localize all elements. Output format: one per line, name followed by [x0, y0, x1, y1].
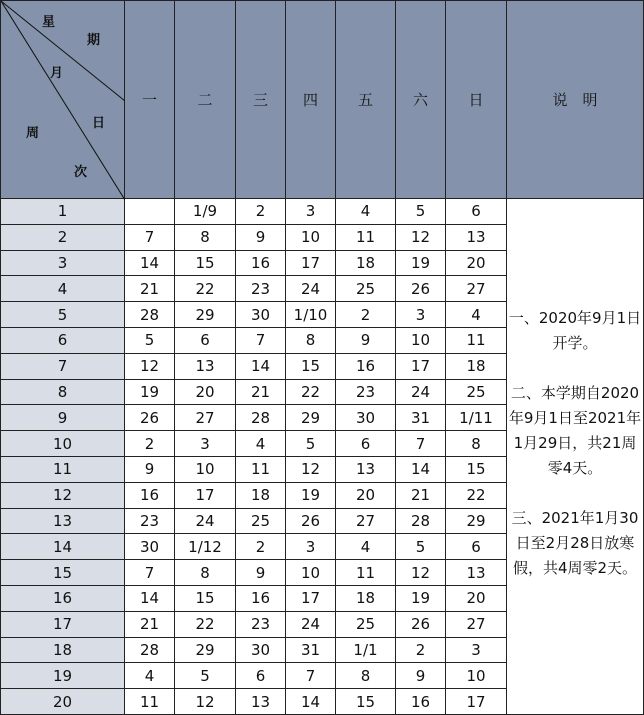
- week-number-cell: 8: [1, 379, 125, 405]
- date-cell: 6: [446, 199, 507, 225]
- date-cell: 12: [396, 224, 446, 250]
- date-cell: 13: [175, 353, 236, 379]
- date-cell: 10: [286, 560, 336, 586]
- date-cell: 25: [236, 508, 286, 534]
- date-cell: 7: [396, 431, 446, 457]
- date-cell: 13: [336, 456, 396, 482]
- date-cell: 16: [125, 482, 175, 508]
- date-cell: 11: [336, 224, 396, 250]
- date-cell: 26: [396, 611, 446, 637]
- date-cell: 19: [286, 482, 336, 508]
- week-number-cell: 7: [1, 353, 125, 379]
- week-number-cell: 6: [1, 327, 125, 353]
- date-cell: 14: [125, 585, 175, 611]
- date-cell: 1/1: [336, 637, 396, 663]
- date-cell: 28: [125, 302, 175, 328]
- date-cell: 17: [396, 353, 446, 379]
- corner-label-xing: 星: [42, 15, 56, 30]
- date-cell: [125, 199, 175, 225]
- date-cell: 29: [446, 508, 507, 534]
- date-cell: 29: [175, 302, 236, 328]
- date-cell: 29: [286, 405, 336, 431]
- date-cell: 5: [396, 534, 446, 560]
- date-cell: 12: [125, 353, 175, 379]
- date-cell: 11: [236, 456, 286, 482]
- date-cell: 15: [175, 585, 236, 611]
- date-cell: 8: [336, 663, 396, 689]
- date-cell: 10: [286, 224, 336, 250]
- date-cell: 26: [125, 405, 175, 431]
- date-cell: 8: [286, 327, 336, 353]
- date-cell: 23: [236, 276, 286, 302]
- date-cell: 2: [236, 199, 286, 225]
- week-number-cell: 12: [1, 482, 125, 508]
- date-cell: 9: [396, 663, 446, 689]
- date-cell: 22: [175, 611, 236, 637]
- week-number-cell: 3: [1, 250, 125, 276]
- date-cell: 12: [286, 456, 336, 482]
- date-cell: 5: [396, 199, 446, 225]
- date-cell: 11: [446, 327, 507, 353]
- date-cell: 25: [446, 379, 507, 405]
- date-cell: 31: [396, 405, 446, 431]
- week-number-cell: 16: [1, 585, 125, 611]
- date-cell: 2: [125, 431, 175, 457]
- date-cell: 6: [336, 431, 396, 457]
- week-number-cell: 20: [1, 689, 125, 715]
- week-number-cell: 2: [1, 224, 125, 250]
- date-cell: 15: [336, 689, 396, 715]
- note-paragraph: 三、2021年1月30日至2月28日放寒假，共4周零2天。: [511, 509, 639, 578]
- date-cell: 30: [336, 405, 396, 431]
- note-paragraph: 一、2020年9月1日开学。: [508, 309, 642, 353]
- date-cell: 16: [236, 585, 286, 611]
- date-cell: 24: [286, 611, 336, 637]
- corner-label-ri: 日: [92, 116, 106, 131]
- date-cell: 30: [236, 637, 286, 663]
- date-cell: 13: [446, 224, 507, 250]
- date-cell: 12: [396, 560, 446, 586]
- date-cell: 6: [175, 327, 236, 353]
- date-cell: 10: [175, 456, 236, 482]
- corner-label-qi: 期: [87, 33, 101, 48]
- date-cell: 13: [446, 560, 507, 586]
- date-cell: 11: [125, 689, 175, 715]
- day-header-fri: 五: [336, 1, 396, 199]
- date-cell: 26: [396, 276, 446, 302]
- date-cell: 4: [336, 534, 396, 560]
- date-cell: 16: [396, 689, 446, 715]
- date-cell: 15: [286, 353, 336, 379]
- date-cell: 8: [446, 431, 507, 457]
- day-header-tue: 二: [175, 1, 236, 199]
- date-cell: 14: [286, 689, 336, 715]
- date-cell: 2: [336, 302, 396, 328]
- date-cell: 15: [175, 250, 236, 276]
- week-number-cell: 9: [1, 405, 125, 431]
- calendar-body: [1, 199, 644, 715]
- date-cell: 17: [286, 585, 336, 611]
- date-cell: 27: [446, 611, 507, 637]
- date-cell: 1/12: [175, 534, 236, 560]
- date-cell: 16: [236, 250, 286, 276]
- date-cell: 21: [125, 276, 175, 302]
- notes-header: 说 明: [507, 1, 644, 199]
- date-cell: 30: [125, 534, 175, 560]
- day-header-mon: 一: [125, 1, 175, 199]
- date-cell: 21: [396, 482, 446, 508]
- date-cell: 20: [175, 379, 236, 405]
- date-cell: 14: [236, 353, 286, 379]
- date-cell: 5: [125, 327, 175, 353]
- date-cell: 18: [336, 250, 396, 276]
- date-cell: 18: [236, 482, 286, 508]
- date-cell: 3: [175, 431, 236, 457]
- date-cell: 28: [125, 637, 175, 663]
- date-cell: 11: [336, 560, 396, 586]
- corner-label-yue: 月: [50, 66, 64, 81]
- date-cell: 10: [446, 663, 507, 689]
- date-cell: 27: [336, 508, 396, 534]
- date-cell: 17: [175, 482, 236, 508]
- date-cell: 1/11: [446, 405, 507, 431]
- date-cell: 9: [236, 560, 286, 586]
- date-cell: 22: [446, 482, 507, 508]
- date-cell: 13: [236, 689, 286, 715]
- note-paragraph: 二、本学期自2020年9月1日至2021年1月29日，共21周零4天。: [508, 384, 642, 478]
- date-cell: 28: [236, 405, 286, 431]
- date-cell: 14: [125, 250, 175, 276]
- date-cell: 3: [286, 199, 336, 225]
- day-header-wed: 三: [236, 1, 286, 199]
- date-cell: 3: [286, 534, 336, 560]
- day-header-sat: 六: [396, 1, 446, 199]
- date-cell: 2: [236, 534, 286, 560]
- date-cell: 7: [236, 327, 286, 353]
- date-cell: 10: [396, 327, 446, 353]
- week-number-cell: 17: [1, 611, 125, 637]
- date-cell: 23: [236, 611, 286, 637]
- date-cell: 24: [175, 508, 236, 534]
- date-cell: 5: [286, 431, 336, 457]
- date-cell: 8: [175, 560, 236, 586]
- date-cell: 27: [446, 276, 507, 302]
- date-cell: 6: [236, 663, 286, 689]
- week-number-cell: 1: [1, 199, 125, 225]
- date-cell: 9: [125, 456, 175, 482]
- date-cell: 19: [125, 379, 175, 405]
- date-cell: 20: [446, 585, 507, 611]
- date-cell: 15: [446, 456, 507, 482]
- date-cell: 23: [336, 379, 396, 405]
- diagonal-lines: [1, 1, 125, 200]
- date-cell: 25: [336, 611, 396, 637]
- date-cell: 9: [236, 224, 286, 250]
- date-cell: 16: [336, 353, 396, 379]
- date-cell: 31: [286, 637, 336, 663]
- date-cell: 28: [396, 508, 446, 534]
- date-cell: 20: [446, 250, 507, 276]
- date-cell: 1/10: [286, 302, 336, 328]
- week-number-cell: 10: [1, 431, 125, 457]
- date-cell: 18: [446, 353, 507, 379]
- date-cell: 17: [286, 250, 336, 276]
- date-cell: 18: [336, 585, 396, 611]
- date-cell: 20: [336, 482, 396, 508]
- day-header-sun: 日: [446, 1, 507, 199]
- date-cell: 9: [336, 327, 396, 353]
- date-cell: 26: [286, 508, 336, 534]
- corner-label-zhou: 周: [26, 126, 40, 141]
- date-cell: 5: [175, 663, 236, 689]
- date-cell: 21: [125, 611, 175, 637]
- date-cell: 2: [396, 637, 446, 663]
- date-cell: 8: [175, 224, 236, 250]
- date-cell: 1/9: [175, 199, 236, 225]
- week-number-cell: 15: [1, 560, 125, 586]
- date-cell: 19: [396, 585, 446, 611]
- week-number-cell: 11: [1, 456, 125, 482]
- corner-label-ci: 次: [74, 165, 88, 180]
- date-cell: 30: [236, 302, 286, 328]
- table-row: [1, 199, 644, 225]
- date-cell: 4: [336, 199, 396, 225]
- day-header-thu: 四: [286, 1, 336, 199]
- date-cell: 27: [175, 405, 236, 431]
- date-cell: 21: [236, 379, 286, 405]
- week-number-cell: 18: [1, 637, 125, 663]
- date-cell: 4: [125, 663, 175, 689]
- date-cell: 22: [175, 276, 236, 302]
- date-cell: 7: [125, 560, 175, 586]
- week-number-cell: 5: [1, 302, 125, 328]
- date-cell: 4: [236, 431, 286, 457]
- date-cell: 3: [396, 302, 446, 328]
- header-row: [1, 1, 644, 199]
- week-number-cell: 13: [1, 508, 125, 534]
- date-cell: 25: [336, 276, 396, 302]
- date-cell: 29: [175, 637, 236, 663]
- date-cell: 4: [446, 302, 507, 328]
- date-cell: 14: [396, 456, 446, 482]
- date-cell: 7: [286, 663, 336, 689]
- week-number-cell: 14: [1, 534, 125, 560]
- date-cell: 19: [396, 250, 446, 276]
- notes-cell: [507, 199, 644, 715]
- date-cell: 12: [175, 689, 236, 715]
- date-cell: 6: [446, 534, 507, 560]
- date-cell: 24: [396, 379, 446, 405]
- date-cell: 23: [125, 508, 175, 534]
- date-cell: 22: [286, 379, 336, 405]
- date-cell: 3: [446, 637, 507, 663]
- date-cell: 17: [446, 689, 507, 715]
- date-cell: 7: [125, 224, 175, 250]
- corner-header-cell: [1, 1, 125, 199]
- week-number-cell: 4: [1, 276, 125, 302]
- week-number-cell: 19: [1, 663, 125, 689]
- date-cell: 24: [286, 276, 336, 302]
